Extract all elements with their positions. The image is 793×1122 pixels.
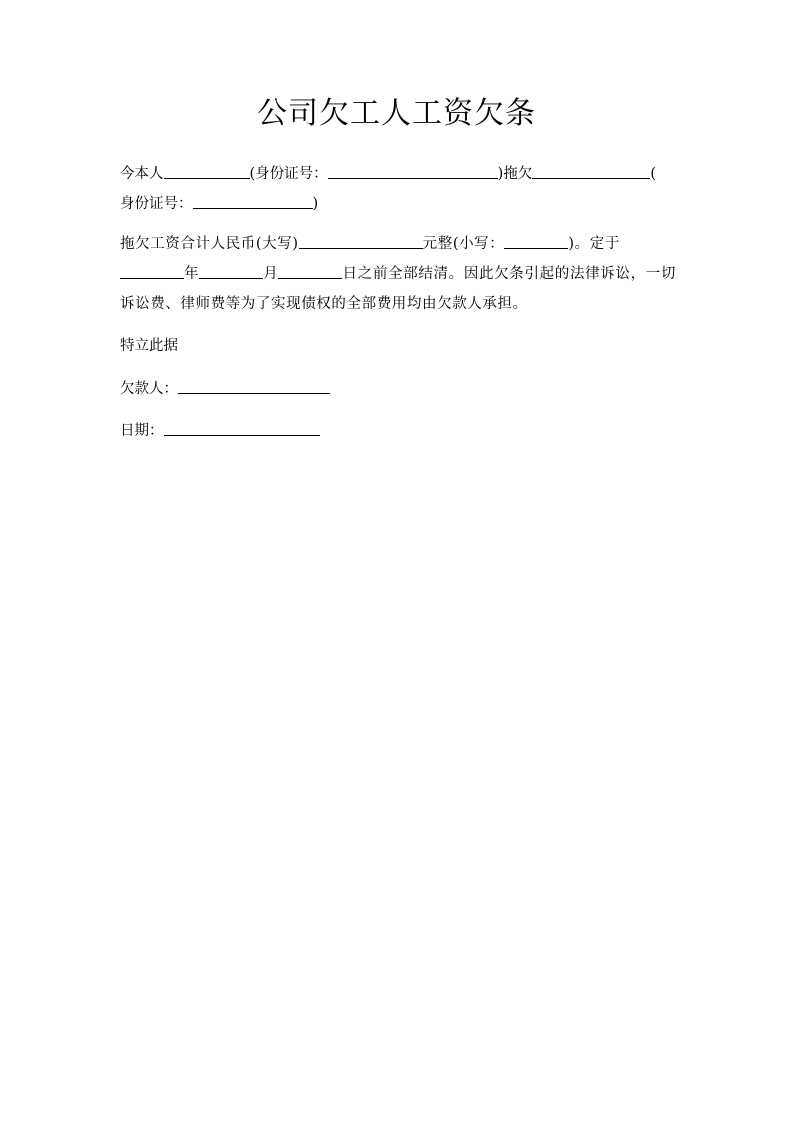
para2-text-1: 拖欠工资合计人民币(大写) — [120, 236, 299, 252]
paragraph-amount — [120, 229, 676, 319]
para1-text-3: )拖欠 — [497, 166, 533, 182]
debtor-name-blank[interactable] — [164, 162, 250, 179]
creditor-id-blank[interactable] — [193, 192, 313, 209]
para2-text-5: 月 — [263, 266, 279, 282]
para1-text-5: 身份证号： — [120, 196, 193, 212]
para2-text-2: 元整(小写： — [422, 236, 505, 252]
para1-text-2: (身份证号： — [249, 166, 328, 182]
creditor-name-blank[interactable] — [532, 162, 650, 179]
para2-text-6: 日之前全部结清。因此欠条引起的法律诉讼，一切诉讼费、律师费等为了实现债权的全部费用均由欠款人承担。 — [120, 266, 677, 312]
date-line — [120, 416, 676, 446]
para1-text-4: ( — [650, 166, 657, 182]
year-blank[interactable] — [120, 262, 184, 279]
amount-uppercase-blank[interactable] — [299, 232, 423, 249]
paragraph-debtor-info — [120, 159, 676, 219]
document-title: 公司欠工人工资欠条 — [257, 96, 536, 131]
paragraph-statement: 特立此据 — [120, 338, 178, 354]
amount-numeric-blank[interactable] — [504, 232, 568, 249]
debtor-signature-blank[interactable] — [178, 377, 330, 394]
para1-text-6: ) — [312, 196, 319, 212]
date-label: 日期： — [120, 423, 164, 439]
debtor-signature-line — [120, 374, 676, 404]
day-blank[interactable] — [278, 262, 342, 279]
debtor-id-blank[interactable] — [328, 162, 498, 179]
para2-text-3: )。定于 — [568, 236, 620, 252]
para1-text-1: 今本人 — [120, 166, 164, 182]
month-blank[interactable] — [199, 262, 263, 279]
debtor-label: 欠款人： — [120, 381, 178, 397]
date-blank[interactable] — [164, 419, 320, 436]
para2-text-4: 年 — [184, 266, 200, 282]
